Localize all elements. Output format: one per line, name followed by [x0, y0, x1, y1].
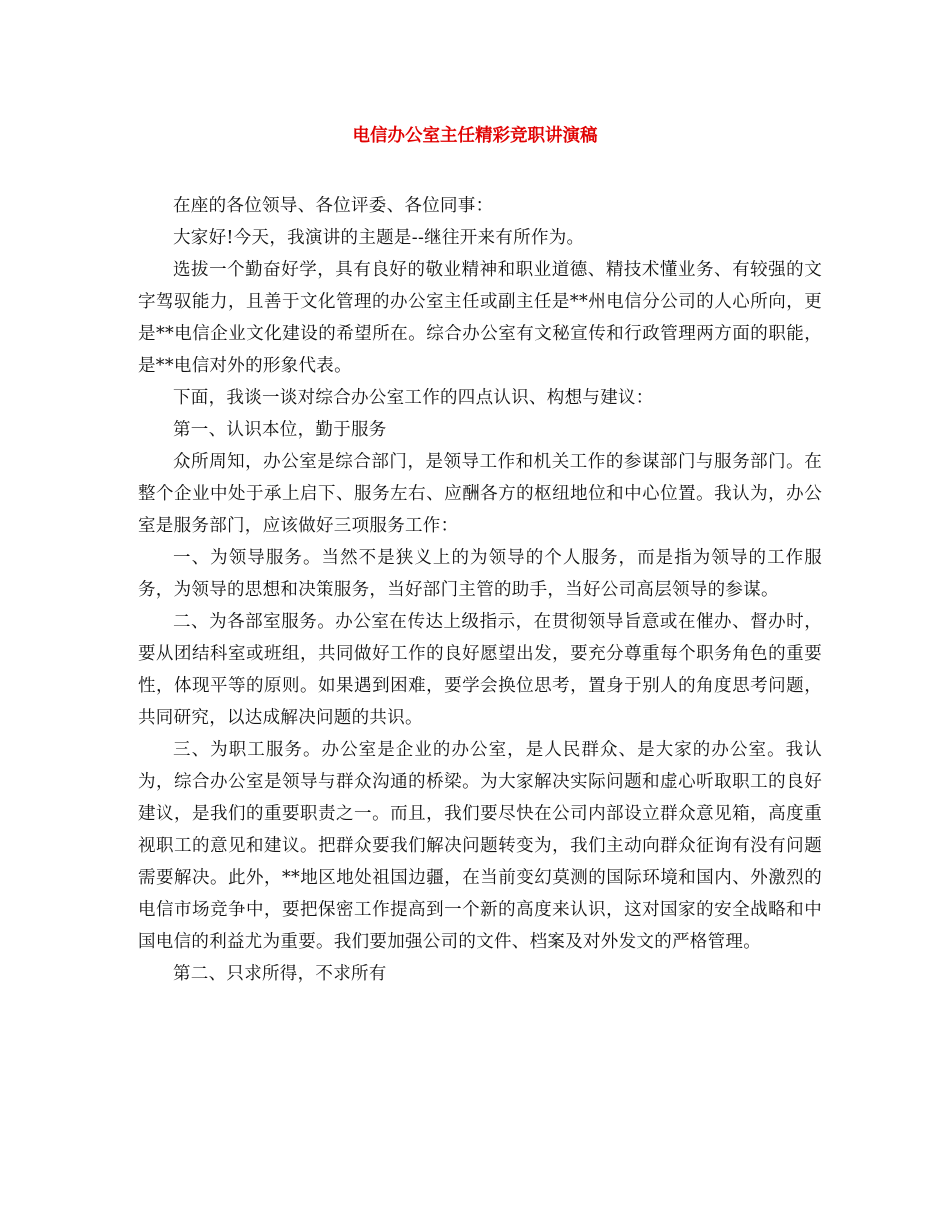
paragraph-outline: 下面，我谈一谈对综合办公室工作的四点认识、构想与建议：: [173, 388, 654, 408]
document-title: 电信办公室主任精彩竞职讲演稿: [352, 126, 598, 146]
paragraph-greeting: 在座的各位领导、各位评委、各位同事：: [173, 196, 494, 216]
paragraph-serve-departments: 二、为各部室服务。办公室在传达上级指示，在贯彻领导旨意或在催办、督办时，要从团结科室或班组，共同做好工作的良好愿望出发，要充分尊重每个职务角色的重要性，体现平等的原则。如果遇到困难，要学会换位思考，置身于别人的角度思考问题，共同研究，以达成解决问题的共识。: [138, 612, 822, 728]
paragraph-serve-staff: 三、为职工服务。办公室是企业的办公室，是人民群众、是大家的办公室。我认为，综合办公室是领导与群众沟通的桥梁。为大家解决实际问题和虚心听取职工的良好建议，是我们的重要职责之一。而且，我们要尽快在公司内部设立群众意见箱，高度重视职工的意见和建议。把群众要我们解决问题转变为，我们主动向群众征询有没有问题需要解决。此外，**地区地处祖国边疆，在当前变幻莫测的国际环境和国内、外激烈的电信市场竞争中，要把保密工作提高到一个新的高度来认识，这对国家的安全战略和中国电信的利益尤为重要。我们要加强公司的文件、档案及对外发文的严格管理。: [138, 740, 822, 952]
paragraph-intro: 选拔一个勤奋好学，具有良好的敬业精神和职业道德、精技术懂业务、有较强的文字驾驭能力，且善于文化管理的办公室主任或副主任是**州电信分公司的人心所向，更是**电信企业文化建设的希望所在。综合办公室有文秘宣传和行政管理两方面的职能，是**电信对外的形象代表。: [138, 260, 822, 376]
section-heading-1: 第一、认识本位，勤于服务: [173, 420, 387, 440]
section-heading-2: 第二、只求所得，不求所有: [173, 964, 387, 984]
paragraph-serve-leaders: 一、为领导服务。当然不是狭义上的为领导的个人服务，而是指为领导的工作服务，为领导的思想和决策服务，当好部门主管的助手，当好公司高层领导的参谋。: [138, 548, 822, 600]
paragraph-office-role: 众所周知，办公室是综合部门，是领导工作和机关工作的参谋部门与服务部门。在整个企业中处于承上启下、服务左右、应酬各方的枢纽地位和中心位置。我认为，办公室是服务部门，应该做好三项服务工作：: [138, 452, 822, 536]
document-body: [138, 190, 822, 990]
paragraph-opening: 大家好!今天，我演讲的主题是--继往开来有所作为。: [173, 228, 585, 248]
